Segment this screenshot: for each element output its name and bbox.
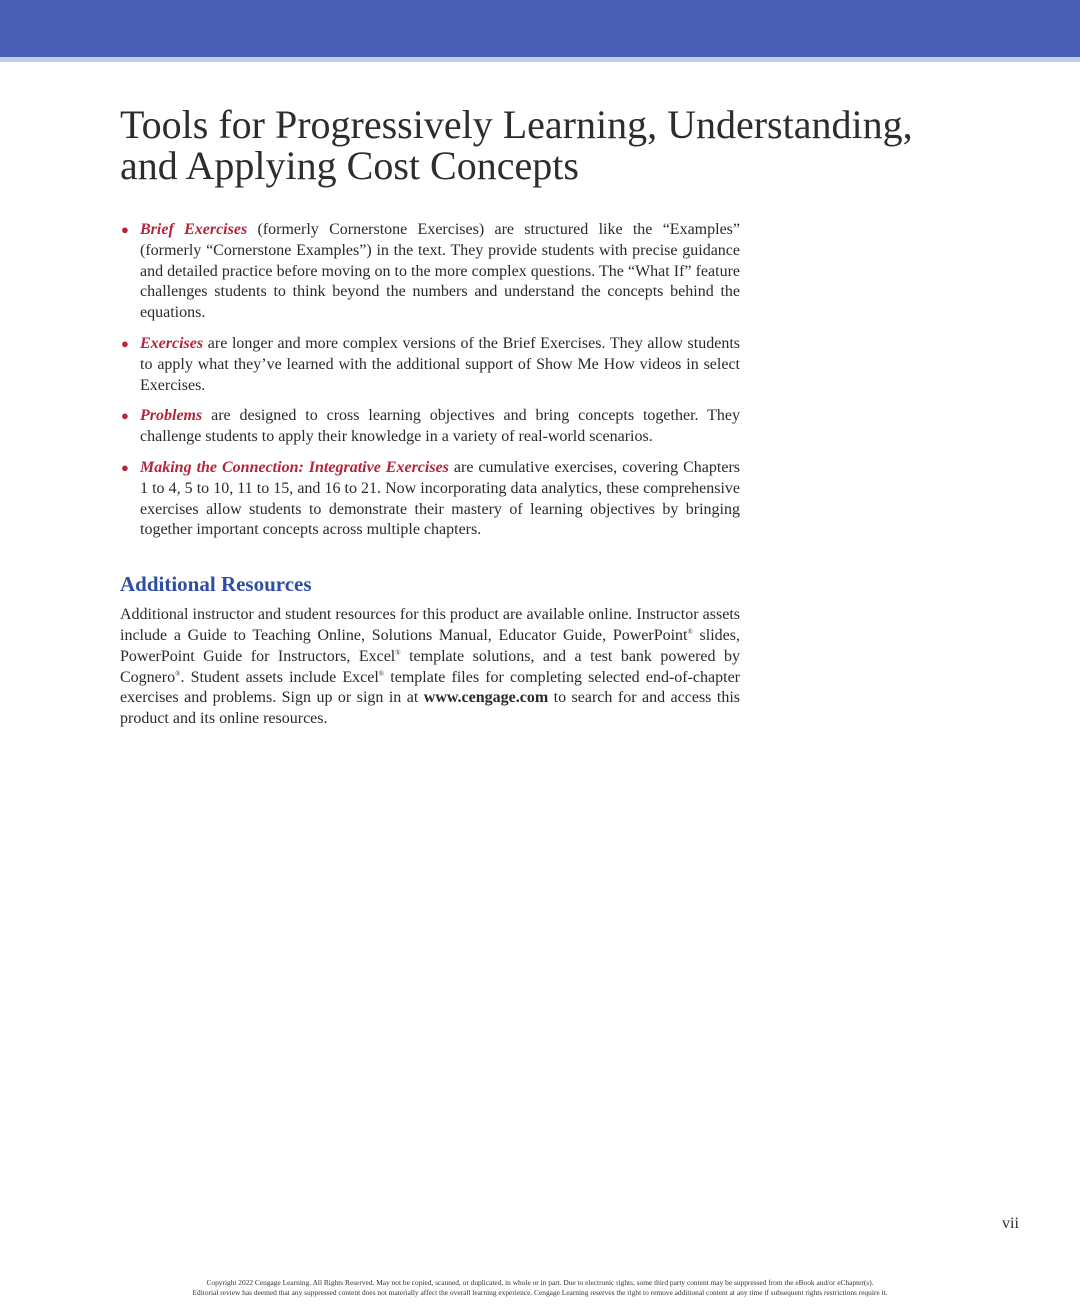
resources-text-4: . Student assets include Excel [180,668,379,686]
bullet-icon: ● [121,408,129,424]
page-title-line-2: and Applying Cost Concepts [120,143,579,188]
cengage-url: www.cengage.com [423,689,549,707]
page-number: vii [1002,1215,1019,1232]
term-brief-exercises: Brief Exercises [140,221,248,238]
bullet-icon: ● [121,222,129,237]
resources-text-3: template solutions, and a test bank powered by Cognero [120,647,740,686]
top-banner-stripe [0,57,1080,62]
list-item-brief-exercises [120,220,740,324]
copyright-notice [60,1278,1020,1298]
copyright-line-2: Editorial review has deemed that any suppressed content does not materially affect the overall learning experience. Cengage Learning reserves the right to remove additional content at any time if subsequent rights restrictions require it. [192,1288,888,1297]
top-banner [0,0,1080,57]
bullet-icon: ● [121,335,129,351]
description-integrative-exercises: are cumulative exercises, covering Chapters 1 to 4, 5 to 10, 11 to 15, and 16 to 21. Now incorporating data analytics, these comprehensive exercises allow students to demonstrate their mastery of learning objectives by bringing together important concepts across multiple chapters. [140,458,740,539]
resources-text-5: template files for completing selected end-of-chapter exercises and problems. Sign up or sign in at [120,668,741,707]
list-item-integrative-exercises [120,458,740,541]
registered-mark: ® [687,627,693,636]
list-item-exercises [120,334,740,396]
copyright-line-1: Copyright 2022 Cengage Learning. All Rights Reserved. May not be copied, scanned, or duplicated, in whole or in part. Due to electronic rights, some third party content may be suppressed from the eBook and/or eChapter(s). [206,1278,874,1287]
bullet-icon: ● [121,459,129,475]
page-title [120,104,1020,186]
list-item-problems [120,406,740,448]
resources-text-1: Additional instructor and student resources for this product are available online. Instructor assets include a Guide to Teaching Online, Solutions Manual, Educator Guide, PowerPoint [120,606,740,644]
registered-mark: ® [395,648,401,657]
description-problems: are designed to cross learning objectives and bring concepts together. They challenge students to apply their knowledge in a variety of real-world scenarios. [140,407,740,446]
resources-text-6: to search for and access this product and its online resources. [120,689,740,728]
section-heading-additional-resources: Additional Resources [120,572,312,597]
tools-list [120,220,740,541]
registered-mark: ® [378,669,385,678]
resources-paragraph [120,605,740,730]
main-content [120,220,740,730]
description-brief-exercises: (formerly Cornerstone Exercises) are structured like the “Examples” (formerly “Cornerstone Examples”) in the text. They provide students with precise guidance and detailed practice before moving on to the more complex questions. The “What If” feature challenges students to think beyond the numbers and understand the concepts behind the equations. [140,221,741,322]
registered-mark: ® [175,669,181,678]
description-exercises: are longer and more complex versions of the Brief Exercises. They allow students to apply what they’ve learned with the additional support of Show Me How videos in select Exercises. [140,334,740,394]
term-integrative-exercises: Making the Connection: Integrative Exercises [140,458,449,476]
term-exercises: Exercises [140,334,204,352]
term-problems: Problems [140,407,203,425]
page-title-line-1: Tools for Progressively Learning, Understanding, [120,102,913,147]
resources-text-2: slides, PowerPoint Guide for Instructors, Excel [120,626,740,665]
